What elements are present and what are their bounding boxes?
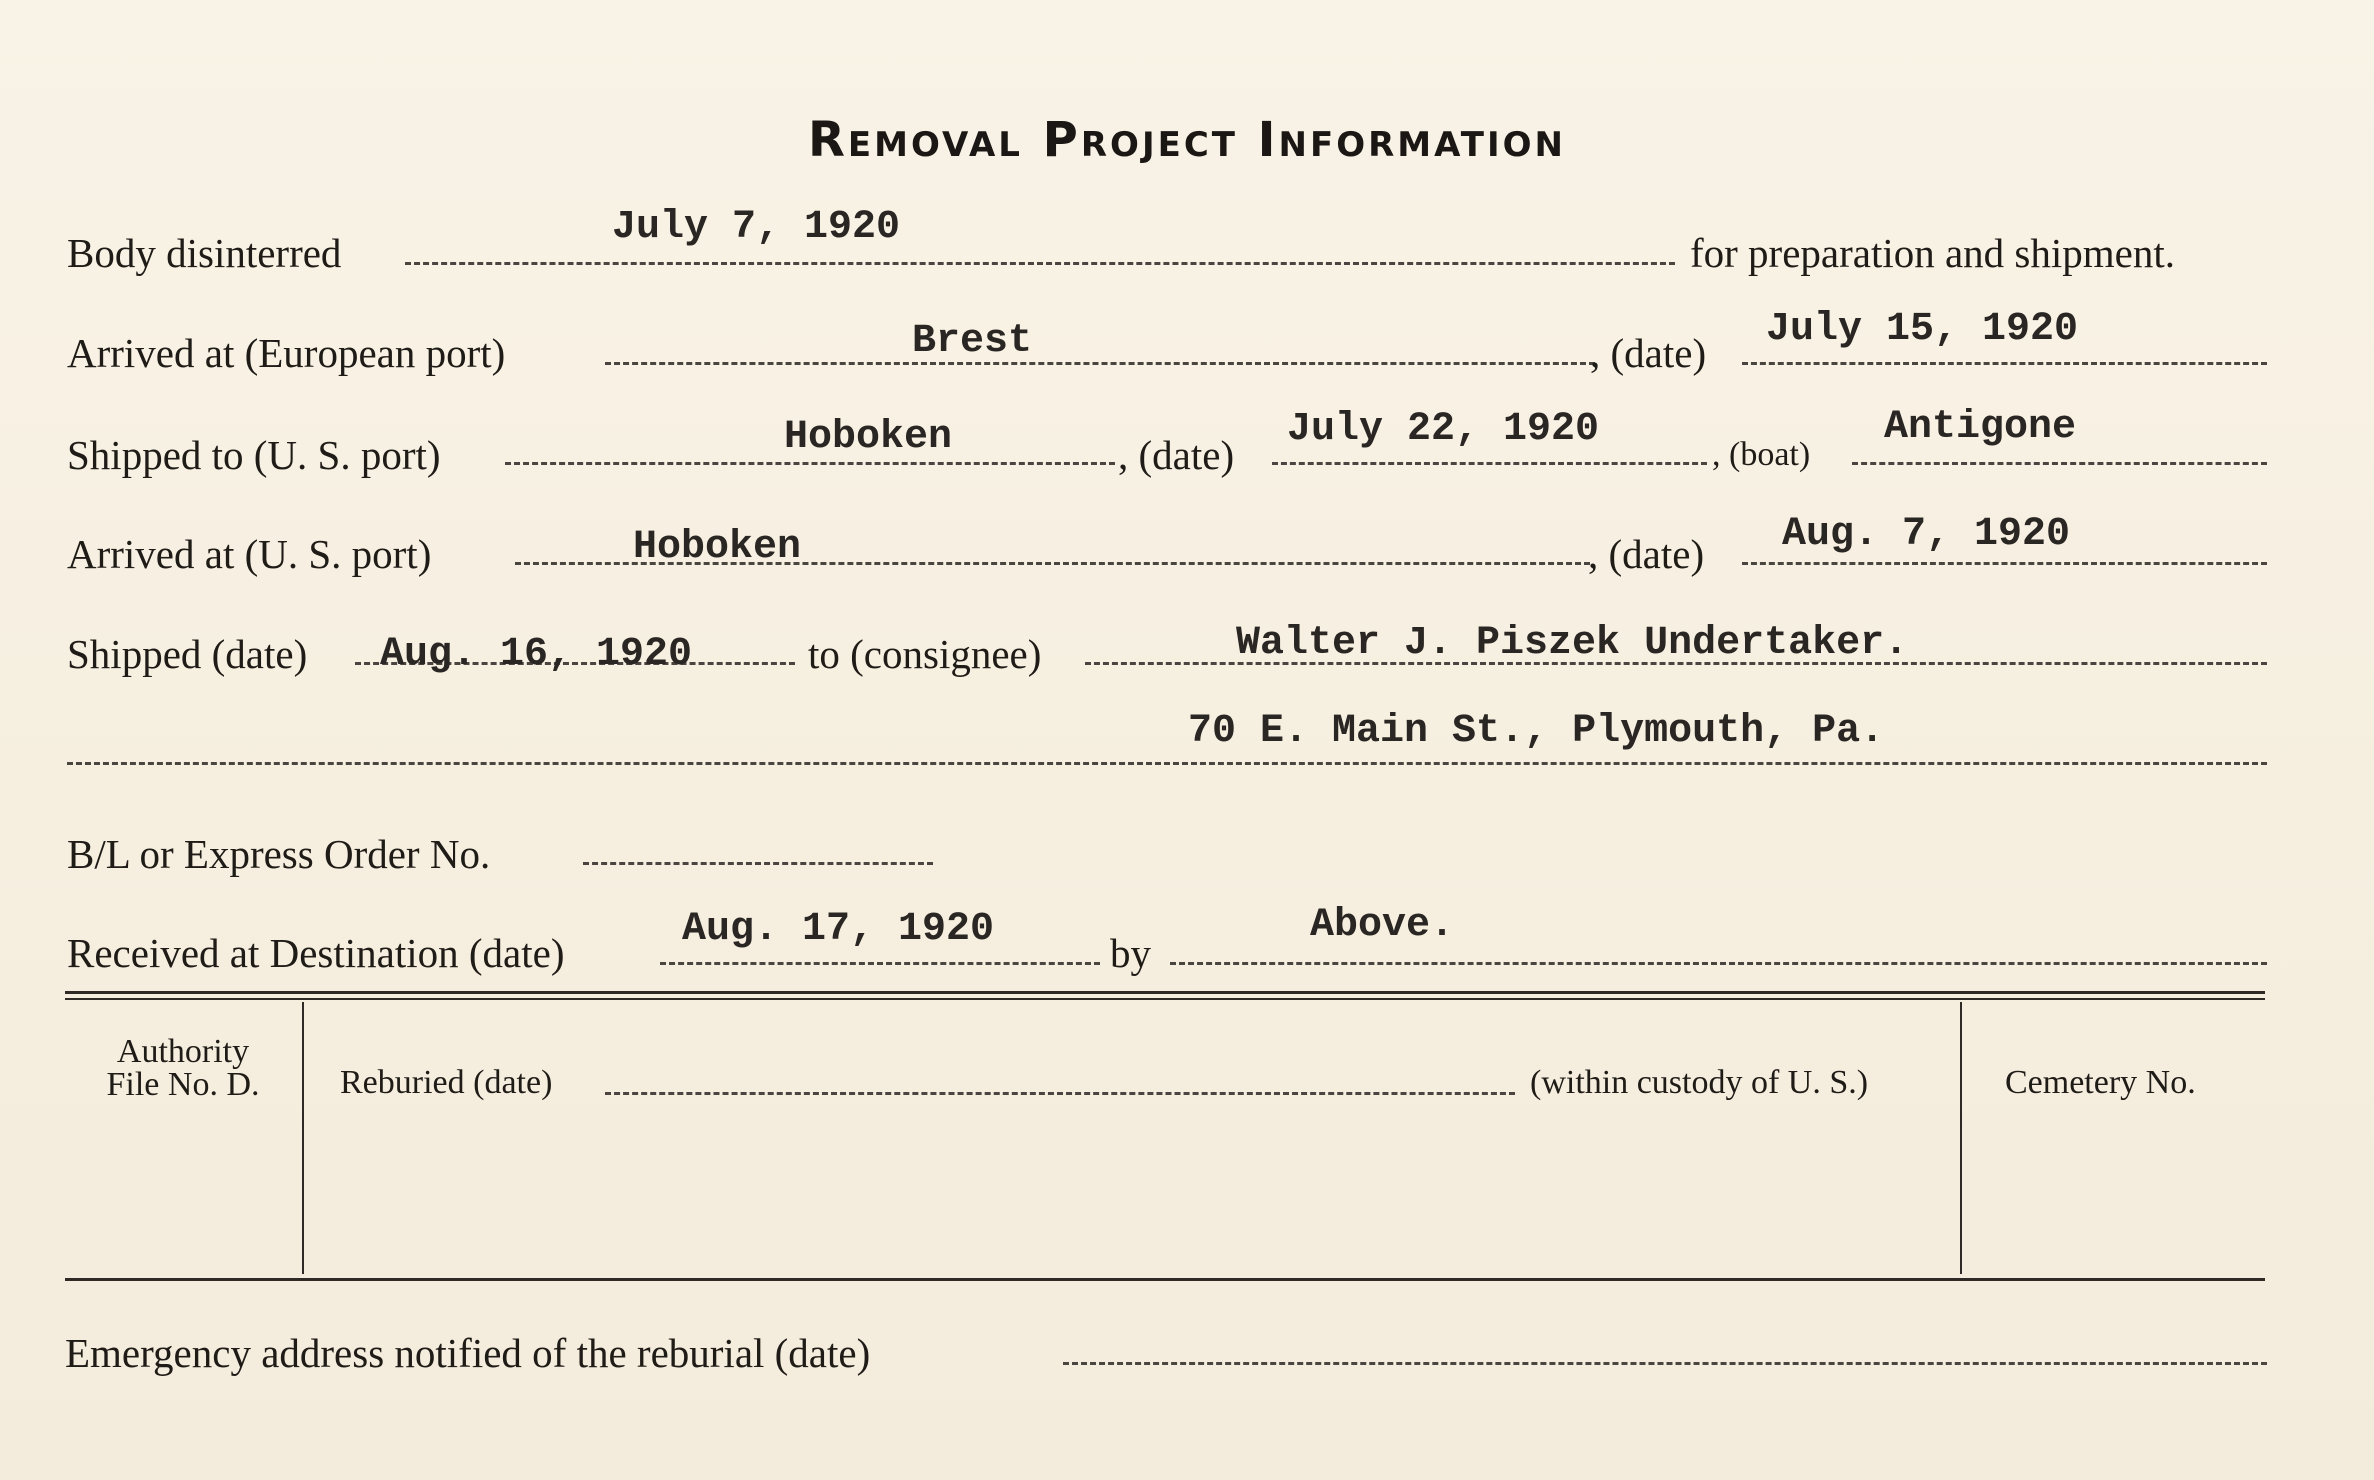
arrived-eu-port: Brest [912, 319, 1033, 364]
arrived-us-port: Hoboken [633, 525, 802, 570]
shipped-date-label: Shipped (date) [67, 631, 308, 677]
box-top-rule-1 [65, 991, 2265, 994]
shipped-us-boat: Antigone [1884, 405, 2077, 450]
shipped-date: Aug. 16, 1920 [380, 632, 693, 677]
shipped-us-boat-label: , (boat) [1712, 436, 1811, 473]
disinterred-suffix: for preparation and shipment. [1690, 230, 2176, 276]
disinterred-line [405, 262, 1675, 265]
shipped-us-port-line [505, 462, 1115, 465]
arrived-eu-date-label: , (date) [1590, 330, 1707, 376]
box-divider-left [302, 1002, 304, 1274]
shipped-us-port: Hoboken [784, 415, 953, 460]
shipped-us-date: July 22, 1920 [1287, 407, 1600, 452]
cemetery-label: Cemetery No. [2005, 1064, 2196, 1101]
shipped-us-boat-line [1852, 462, 2267, 465]
authority-label: Authority [116, 1033, 250, 1070]
disinterred-label: Body disinterred [67, 230, 342, 276]
received-date-line [660, 962, 1100, 965]
arrived-eu-port-line [605, 362, 1595, 365]
card-title: Removal Project Information [807, 112, 1567, 168]
box-bottom-rule [65, 1278, 2265, 1281]
bl-line [583, 862, 933, 865]
reburied-label: Reburied (date) [340, 1064, 553, 1101]
box-divider-right [1960, 1002, 1962, 1274]
received-date: Aug. 17, 1920 [682, 907, 995, 952]
received-label: Received at Destination (date) [67, 930, 565, 976]
address-line [67, 762, 2267, 765]
shipped-us-label: Shipped to (U. S. port) [67, 432, 441, 478]
arrived-us-date-label: , (date) [1588, 531, 1705, 577]
arrived-eu-date: July 15, 1920 [1766, 307, 2079, 352]
received-by-line [1170, 962, 2267, 965]
shipped-us-date-label: , (date) [1118, 432, 1235, 478]
box-top-rule-2 [65, 998, 2265, 1000]
reburied-line [605, 1092, 1515, 1095]
arrived-us-label: Arrived at (U. S. port) [67, 531, 432, 577]
received-by: Above. [1310, 903, 1455, 948]
custody-label: (within custody of U. S.) [1530, 1064, 1869, 1101]
consignee-label: to (consignee) [808, 631, 1042, 677]
received-by-label: by [1110, 930, 1151, 976]
bl-label: B/L or Express Order No. [67, 831, 491, 877]
emergency-label: Emergency address notified of the reburial (date) [65, 1330, 871, 1376]
disinterred-date: July 7, 1920 [612, 205, 901, 250]
consignee-address: 70 E. Main St., Plymouth, Pa. [1188, 709, 1885, 754]
shipped-us-date-line [1272, 462, 1707, 465]
file-no-label: File No. D. [106, 1066, 260, 1103]
arrived-us-date-line [1742, 562, 2267, 565]
arrived-us-date: Aug. 7, 1920 [1782, 512, 2071, 557]
arrived-eu-date-line [1742, 362, 2267, 365]
emergency-line [1063, 1362, 2267, 1365]
arrived-eu-label: Arrived at (European port) [67, 330, 506, 376]
consignee-name: Walter J. Piszek Undertaker. [1236, 621, 1909, 666]
